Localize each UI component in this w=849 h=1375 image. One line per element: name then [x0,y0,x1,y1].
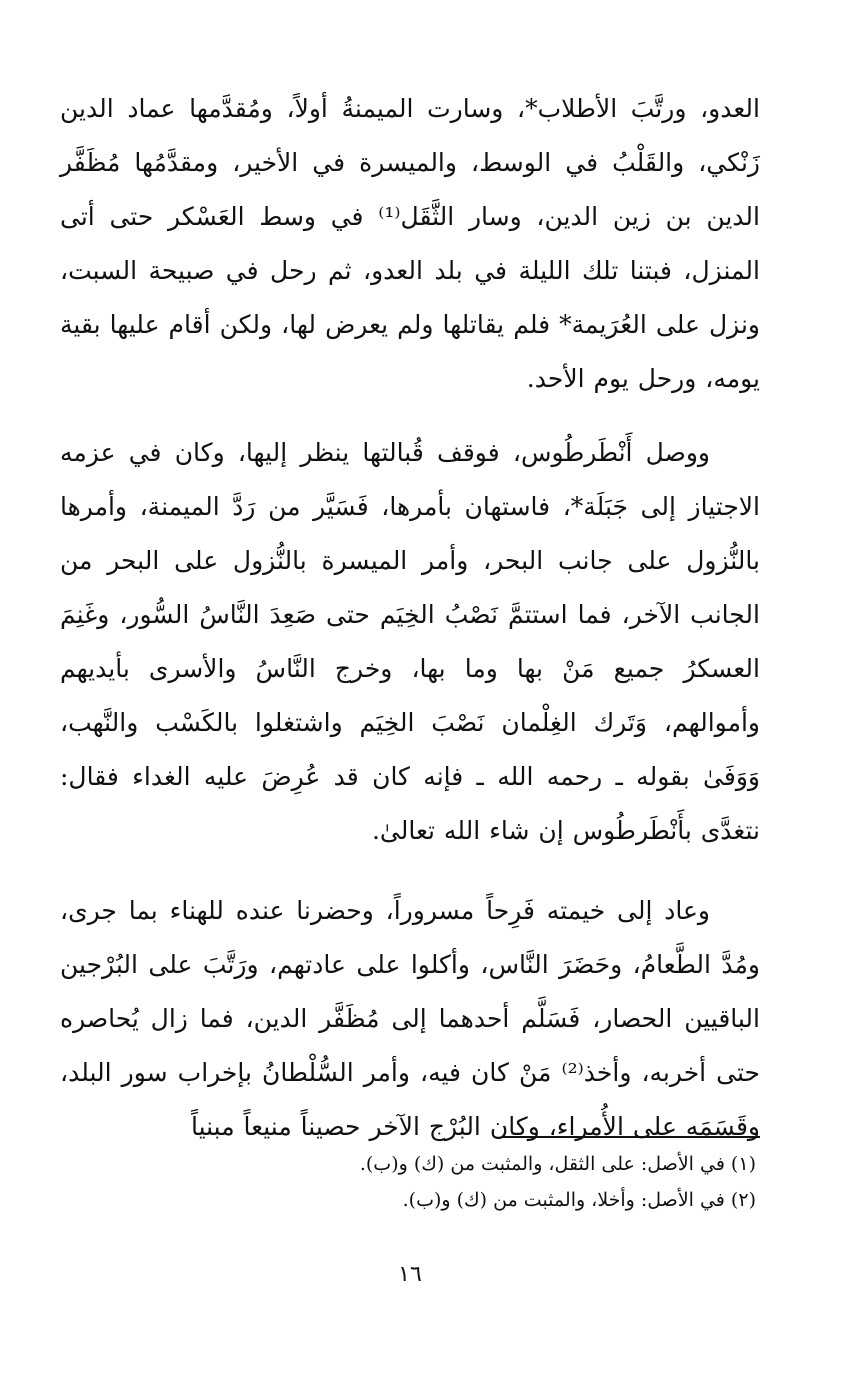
paragraph-1: العدو، ورتَّبَ الأطلاب*، وسارت الميمنةُ أولاً، ومُقدَّمها عماد الدين زَنْكي، والقَلْبُ في الوسط، والميسرة في الأخير، ومقدَّمُها مُظَفَّر الدين بن زين الدين، وسار الثَّقَل⁽¹⁾ في وسط العَسْكر حتى أتى المنزل، فبتنا تلك الليلة في بلد العدو، ثم رحل في صبيحة السبت، ونزل على العُرَيمة* فلم يقاتلها ولم يعرض لها، ولكن أقام عليها بقية يومه، ورحل يوم الأحد. [60,94,760,393]
footnotes [60,1146,760,1218]
page-number: ١٦ [398,1262,422,1287]
book-page [60,82,760,1332]
paragraph-2: ووصل أَنْطَرطُوس، فوقف قُبالتها ينظر إليها، وكان في عزمه الاجتياز إلى جَبَلَة*، فاستهان بأمرها، فَسَيَّر من رَدَّ الميمنة، وأمرها بالنُّزول على جانب البحر، وأمر الميسرة بالنُّزول على البحر من الجانب الآخر، فما استتمَّ نَصْبُ الخِيَم حتى صَعِدَ النَّاسُ السُّور، وغَنِمَ العسكرُ جميع مَنْ بها وما بها، وخرج النَّاسُ والأسرى بأيديهم وأموالهم، وَتَرك الغِلْمان نَصْبَ الخِيَم واشتغلوا بالكَسْب والنَّهب، وَوَفَىٰ بقوله ـ رحمه الله ـ فإنه كان قد عُرِضَ عليه الغداء فقال: نتغدَّى بأَنْطَرطُوس إن شاء الله تعالىٰ. [60,438,760,845]
footnote-divider [502,1136,760,1138]
footnote-2: (٢) في الأصل: وأخلا، والمثبت من (ك) و(ب). [402,1189,756,1211]
footnote-1: (١) في الأصل: على الثقل، والمثبت من (ك) و(ب). [359,1153,756,1175]
paragraph-3: وعاد إلى خيمته فَرِحاً مسروراً، وحضرنا عنده للهناء بما جرى، ومُدَّ الطَّعامُ، وحَضَرَ النَّاس، وأكلوا على عادتهم، ورَتَّبَ على البُرْجين الباقيين الحصار، فَسَلَّم أحدهما إلى مُظَفَّر الدين، فما زال يُحاصره حتى أخربه، وأخذ⁽²⁾ مَنْ كان فيه، وأمر السُّلْطانُ بإخراب سور البلد، وقَسَمَه على الأُمراء، وكان البُرْج الآخر حصيناً منيعاً مبنياً [60,896,760,1141]
